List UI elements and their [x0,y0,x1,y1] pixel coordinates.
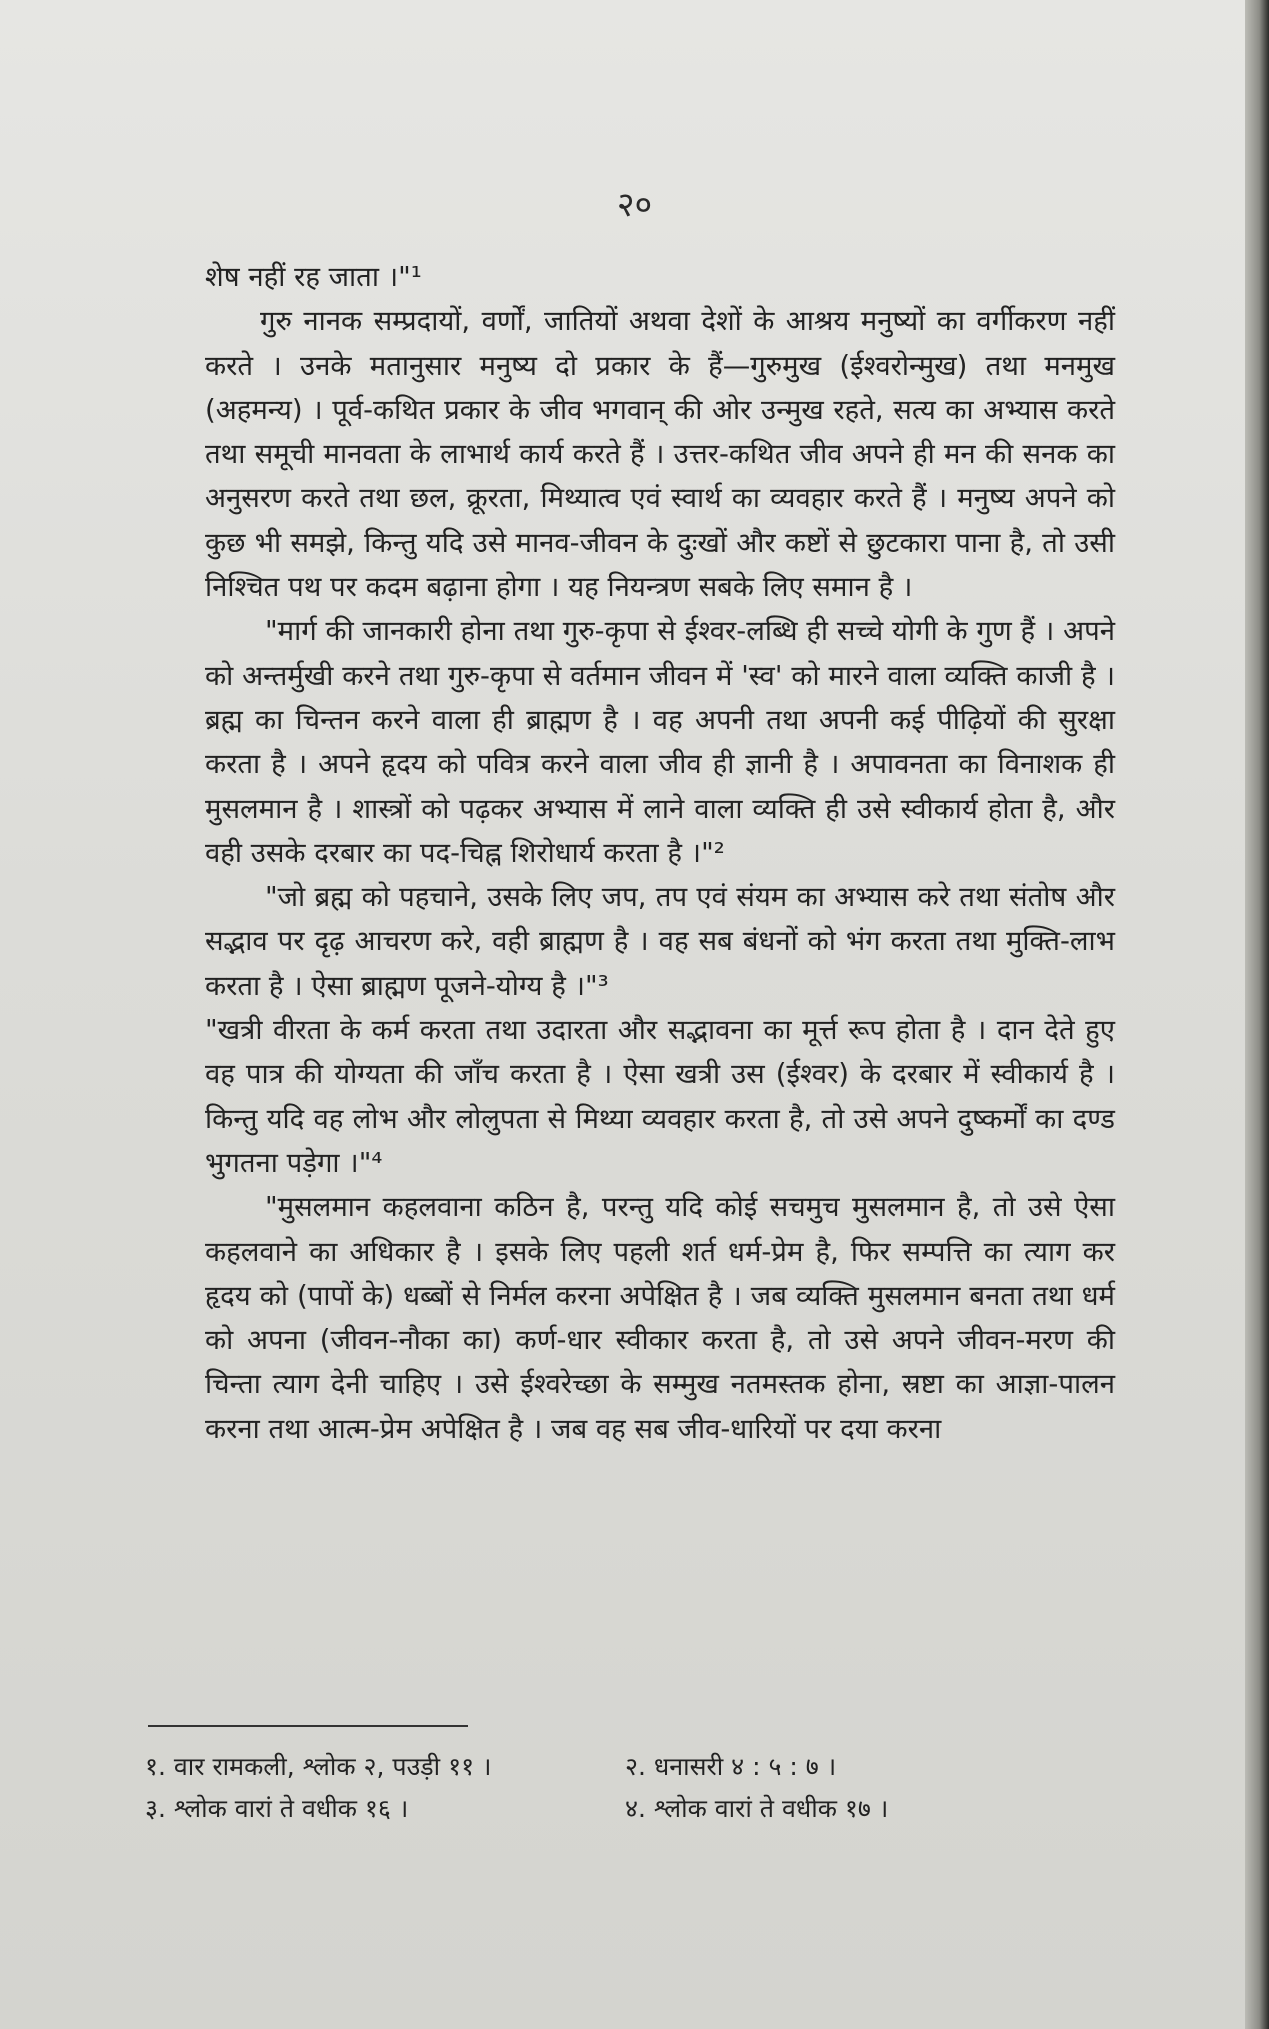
body-text [205,255,1115,1451]
paragraph-continuation: शेष नहीं रह जाता ।"¹ [205,261,422,293]
footnote-divider [148,1725,468,1727]
footnote-4: ४. श्लोक वारां ते वधीक १७ । [625,1794,889,1823]
quote-musalman: "मुसलमान कहलवाना कठिन है, परन्तु यदि कोई सचमुच मुसलमान है, तो उसे ऐसा कहलवाने का अधिकार है । इसके लिए पहली शर्त धर्म-प्रेम है, फिर सम्पत्ति का त्याग कर हृदय को (पापों के) धब्बों से निर्मल करना अपेक्षित है । जब व्यक्ति मुसलमान बनता तथा धर्म को अपना (जीवन-नौका का) कर्ण-धार स्वीकार करता है, तो उसे अपने जीवन-मरण की चिन्ता त्याग देनी चाहिए । उसे ईश्वरेच्छा के सम्मुख नतमस्तक होना, स्रष्टा का आज्ञा-पालन करना तथा आत्म-प्रेम अपेक्षित है । जब वह सब जीव-धारियों पर दया करना [205,1191,1115,1445]
footnote-1: १. वार रामकली, श्लोक २, पउड़ी ११ । [145,1752,492,1781]
quote-brahmin: "जो ब्रह्म को पहचाने, उसके लिए जप, तप एवं संयम का अभ्यास करे तथा संतोष और सद्भाव पर दृढ़ आचरण करे, वही ब्राह्मण है । वह सब बंधनों को भंग करता तथा मुक्ति-लाभ करता है । ऐसा ब्राह्मण पूजने-योग्य है ।"³ [205,881,1115,1002]
quote-khatri: "खत्री वीरता के कर्म करता तथा उदारता और सद्भावना का मूर्त्त रूप होता है । दान देते हुए वह पात्र की योग्यता की जाँच करता है । ऐसा खत्री उस (ईश्वर) के दरबार में स्वीकार्य है । किन्तु यदि वह लोभ और लोलुपता से मिथ्या व्यवहार करता है, तो उसे अपने दुष्कर्मों का दण्ड भुगतना पड़ेगा ।"⁴ [205,1014,1115,1179]
paragraph-guru-nanak: गुरु नानक सम्प्रदायों, वर्णों, जातियों अथवा देशों के आश्रय मनुष्यों का वर्गीकरण नहीं करते । उनके मतानुसार मनुष्य दो प्रकार के हैं—गुरुमुख (ईश्वरोन्मुख) तथा मनमुख (अहमन्य) । पूर्व-कथित प्रकार के जीव भगवान् की ओर उन्मुख रहते, सत्य का अभ्यास करते तथा समूची मानवता के लाभार्थ कार्य करते हैं । उत्तर-कथित जीव अपने ही मन की सनक का अनुसरण करते तथा छल, क्रूरता, मिथ्यात्व एवं स्वार्थ का व्यवहार करते हैं । मनुष्य अपने को कुछ भी समझे, किन्तु यदि उसे मानव-जीवन के दुःखों और कष्टों से छुटकारा पाना है, तो उसी निश्चित पथ पर कदम बढ़ाना होगा । यह नियन्त्रण सबके लिए समान है । [205,305,1115,604]
footnote-2: २. धनासरी ४ : ५ : ७ । [625,1752,837,1781]
page-edge [1245,0,1269,2029]
footnote-3: ३. श्लोक वारां ते वधीक १६ । [145,1794,409,1823]
quote-yogi: "मार्ग की जानकारी होना तथा गुरु-कृपा से ईश्वर-लब्धि ही सच्चे योगी के गुण हैं । अपने को अन्तर्मुखी करने तथा गुरु-कृपा से वर्तमान जीवन में 'स्व' को मारने वाला व्यक्ति काजी है । ब्रह्म का चिन्तन करने वाला ही ब्राह्मण है । वह अपनी तथा अपनी कई पीढ़ियों की सुरक्षा करता है । अपने हृदय को पवित्र करने वाला जीव ही ज्ञानी है । अपावनता का विनाशक ही मुसलमान है । शास्त्रों को पढ़कर अभ्यास में लाने वाला व्यक्ति ही उसे स्वीकार्य होता है, और वही उसके दरबार का पद-चिह्न शिरोधार्य करता है ।"² [205,615,1115,869]
page-number: २० [616,185,653,225]
